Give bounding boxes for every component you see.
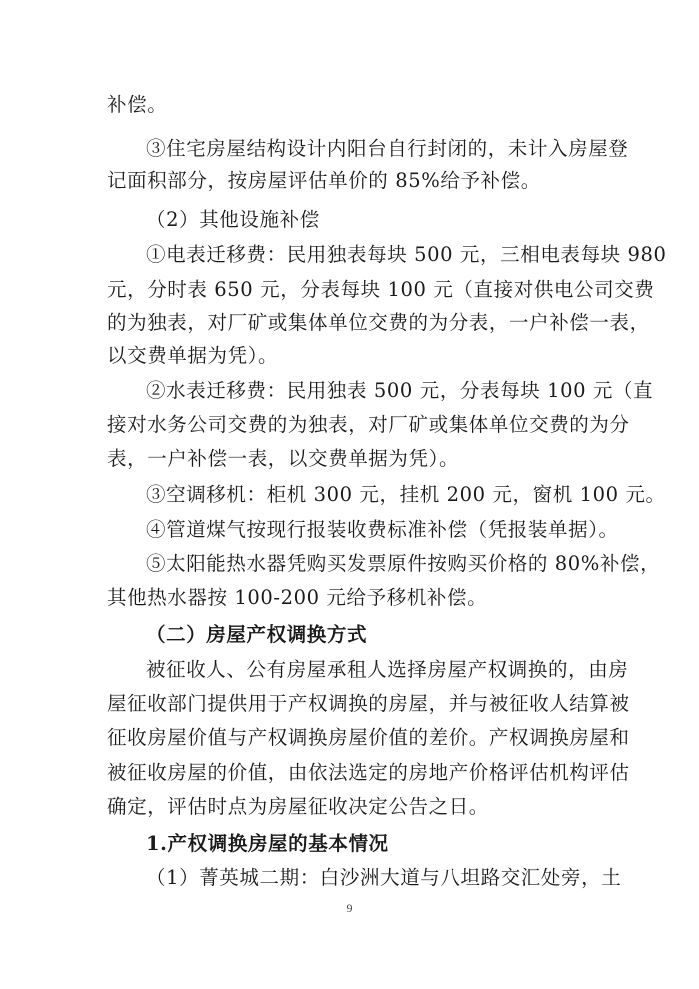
text-line-15: 其他热水器按 100-200 元给予移机补偿。 [107, 586, 488, 609]
text-line-12: ③空调移机：柜机 300 元，挂机 200 元，窗机 100 元。 [146, 483, 666, 506]
page-number: 9 [346, 901, 353, 915]
text-line-10: 接对水务公司交费的为独表，对厂矿或集体单位交费的为分 [107, 413, 630, 436]
text-line-23: （1）菁英城二期：白沙洲大道与八坦路交汇处旁，土 [146, 866, 622, 889]
subsection-heading-basic-info: 1.产权调换房屋的基本情况 [146, 832, 389, 855]
text-line-19: 征收房屋价值与产权调换房屋价值的差价。产权调换房屋和 [107, 726, 630, 749]
text-line-7: 的为独表，对厂矿或集体单位交费的为分表，一户补偿一表， [107, 311, 650, 334]
text-line-3: 记面积部分，按房屋评估单价的 85%给予补偿。 [107, 169, 541, 192]
text-line-13: ④管道煤气按现行报装收费标准补偿（凭报装单据）。 [146, 518, 619, 541]
section-heading-property-exchange: （二）房屋产权调换方式 [146, 623, 368, 646]
text-line-8: 以交费单据为凭）。 [107, 344, 279, 367]
text-line-6: 元，分时表 650 元，分表每块 100 元（直接对供电公司交费 [107, 278, 655, 301]
text-line-18: 屋征收部门提供用于产权调换的房屋，并与被征收人结算被 [107, 692, 630, 715]
text-line-11: 表，一户补偿一表，以交费单据为凭）。 [107, 447, 460, 470]
text-line-14: ⑤太阳能热水器凭购买发票原件按购买价格的 80%补偿， [146, 552, 661, 575]
text-line-2: ③住宅房屋结构设计内阳台自行封闭的，未计入房屋登 [146, 137, 629, 160]
text-line-9: ②水表迁移费：民用独表 500 元，分表每块 100 元（直 [146, 379, 654, 402]
text-line-17: 被征收人、公有房屋承租人选择房屋产权调换的，由房 [146, 658, 629, 681]
text-line-21: 确定，评估时点为房屋征收决定公告之日。 [107, 795, 489, 818]
text-line-20: 被征收房屋的价值，由依法选定的房地产价格评估机构评估 [107, 761, 630, 784]
text-line-1: 补偿。 [107, 93, 168, 116]
section-heading-other-facilities: （2）其他设施补偿 [146, 208, 320, 231]
text-line-5: ①电表迁移费：民用独表每块 500 元，三相电表每块 980 [146, 243, 667, 266]
